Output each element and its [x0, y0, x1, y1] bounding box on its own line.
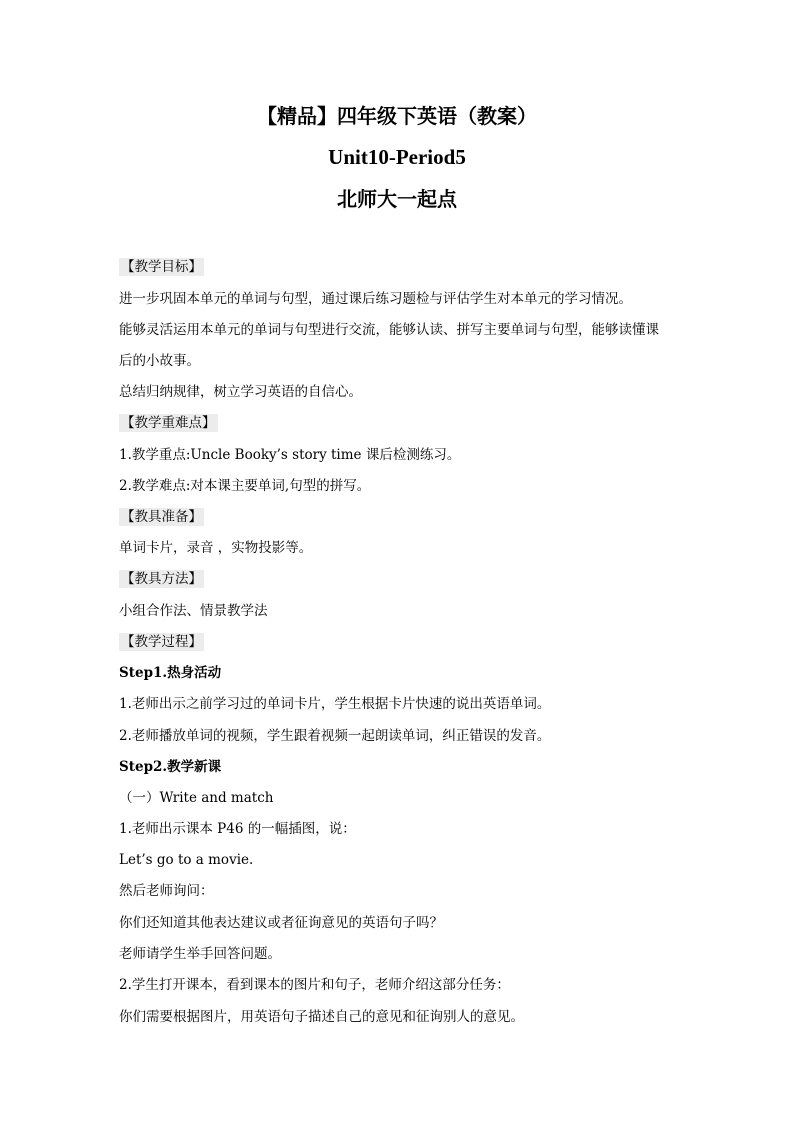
document-title: 【精品】四年级下英语（教案）	[257, 104, 537, 128]
goals-line: 进一步巩固本单元的单词与句型，通过课后练习题检与评估学生对本单元的学习情况。	[119, 291, 632, 307]
step2-line: 你们需要根据图片，用英语句子描述自己的意见和征询别人的意见。	[119, 1009, 524, 1025]
step2-line: 1.老师出示课本 P46 的一幅插图，说：	[119, 821, 356, 837]
methods-line: 小组合作法、情景教学法	[119, 603, 268, 619]
step2-line: 然后老师询问：	[119, 883, 214, 899]
step2-line: 2.学生打开课本，看到课本的图片和句子，老师介绍这部分任务：	[119, 977, 510, 993]
step1-heading: Step1.热身活动	[119, 665, 222, 681]
goals-line: 能够灵活运用本单元的单词与句型进行交流，能够认读、拼写主要单词与句型，能够读懂课	[119, 322, 659, 338]
step2-line: Let’s go to a movie.	[119, 852, 254, 868]
step2-line: 你们还知道其他表达建议或者征询意见的英语句子吗？	[119, 915, 443, 931]
section-label: 【教学重难点】	[121, 415, 216, 431]
key-point-line: 1.教学重点:Uncle Booky’s story time 课后检测练习。	[119, 447, 461, 463]
section-label: 【教学目标】	[121, 259, 202, 275]
key-point-line: 2.教学难点:对本课主要单词,句型的拼写。	[119, 478, 371, 494]
document-publisher: 北师大一起点	[337, 187, 457, 211]
section-heading-process	[119, 633, 679, 651]
goals-line: 总结归纳规律，树立学习英语的自信心。	[119, 384, 362, 400]
section-heading-goals	[119, 258, 679, 276]
step1-line: 1.老师出示之前学习过的单词卡片，学生根据卡片快速的说出英语单词。	[119, 696, 551, 712]
section-heading-key-points	[119, 414, 679, 432]
document-subtitle: Unit10-Period5	[328, 145, 466, 169]
section-label: 【教学过程】	[121, 634, 202, 650]
materials-line: 单词卡片，录音 ，实物投影等。	[119, 540, 313, 556]
goals-line: 后的小故事。	[119, 353, 200, 369]
section-heading-materials	[119, 508, 679, 526]
section-label: 【教具准备】	[121, 509, 202, 525]
step2-line: 老师请学生举手回答问题。	[119, 946, 281, 962]
section-label: 【教具方法】	[121, 571, 202, 587]
step2-line: （一）Write and match	[119, 790, 274, 806]
section-heading-methods	[119, 570, 679, 588]
step2-heading: Step2.教学新课	[119, 759, 222, 775]
step1-line: 2.老师播放单词的视频，学生跟着视频一起朗读单词，纠正错误的发音。	[119, 728, 551, 744]
